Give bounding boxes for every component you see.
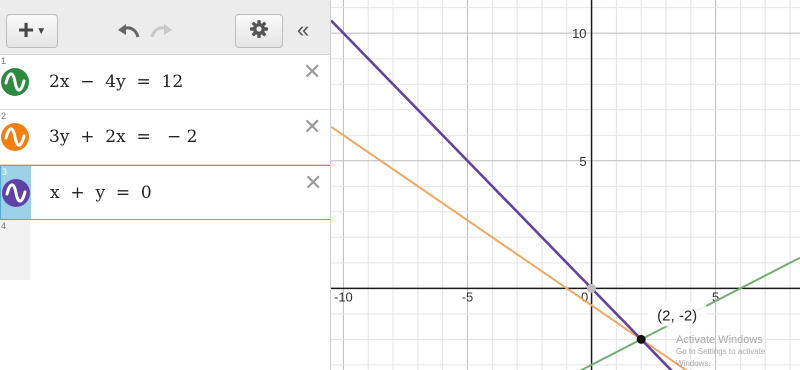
x-tick-label: -10 [334,289,353,305]
expression-row-1[interactable] [0,55,331,110]
settings-button[interactable] [235,14,283,48]
delete-icon[interactable]: ✕ [304,170,323,195]
expression-math[interactable]: 3y + 2x = − 2 [49,127,198,147]
point-label-text: (2, -2) [657,307,698,325]
sine-wave-icon[interactable] [2,179,30,207]
y-tick-label: 10 [572,26,587,42]
expression-number: 4 [1,221,7,231]
undo-icon[interactable] [116,20,142,42]
plotted-lines [331,20,800,370]
delete-icon[interactable]: ✕ [303,114,322,139]
caret-down-icon: ▼ [36,25,47,37]
watermark-title: Activate Windows [676,334,763,346]
origin-point [587,284,596,293]
sine-wave-icon[interactable] [1,123,29,151]
expression-number: 2 [1,111,7,121]
axes [331,0,800,370]
graph-canvas[interactable] [331,0,800,370]
gear-icon [249,19,269,44]
x-tick-label: 0 [580,289,589,305]
toolbar [0,0,331,55]
expression-gutter [0,110,30,164]
grid [331,0,800,370]
plus-icon: + [17,13,35,45]
expression-gutter [0,55,30,109]
expression-row-2[interactable] [0,110,331,165]
expression-panel [0,0,331,370]
activate-windows-watermark [676,334,800,370]
expression-math[interactable]: 2x − 4y = 12 [49,72,184,92]
expression-gutter [0,220,30,280]
expression-row-3[interactable] [0,165,331,220]
point-label [648,302,706,326]
collapse-panel-icon[interactable]: « [297,17,310,42]
expression-math[interactable]: x + y = 0 [50,183,152,203]
x-tick-label: 5 [712,289,720,305]
sine-wave-icon[interactable] [1,68,29,96]
expression-number: 3 [2,167,8,177]
x-tick-label: -5 [461,289,474,305]
expression-gutter [1,166,31,219]
add-item-button[interactable] [6,14,58,48]
expression-number: 1 [1,56,7,66]
intersection-point [637,335,646,344]
expression-row-4[interactable] [0,220,331,280]
watermark-subtitle: Go to Settings to activate Windows. [676,347,766,368]
graph-line3 [331,20,800,370]
delete-icon[interactable]: ✕ [303,59,322,84]
y-tick-label: 5 [579,153,587,169]
redo-icon[interactable] [148,20,174,42]
